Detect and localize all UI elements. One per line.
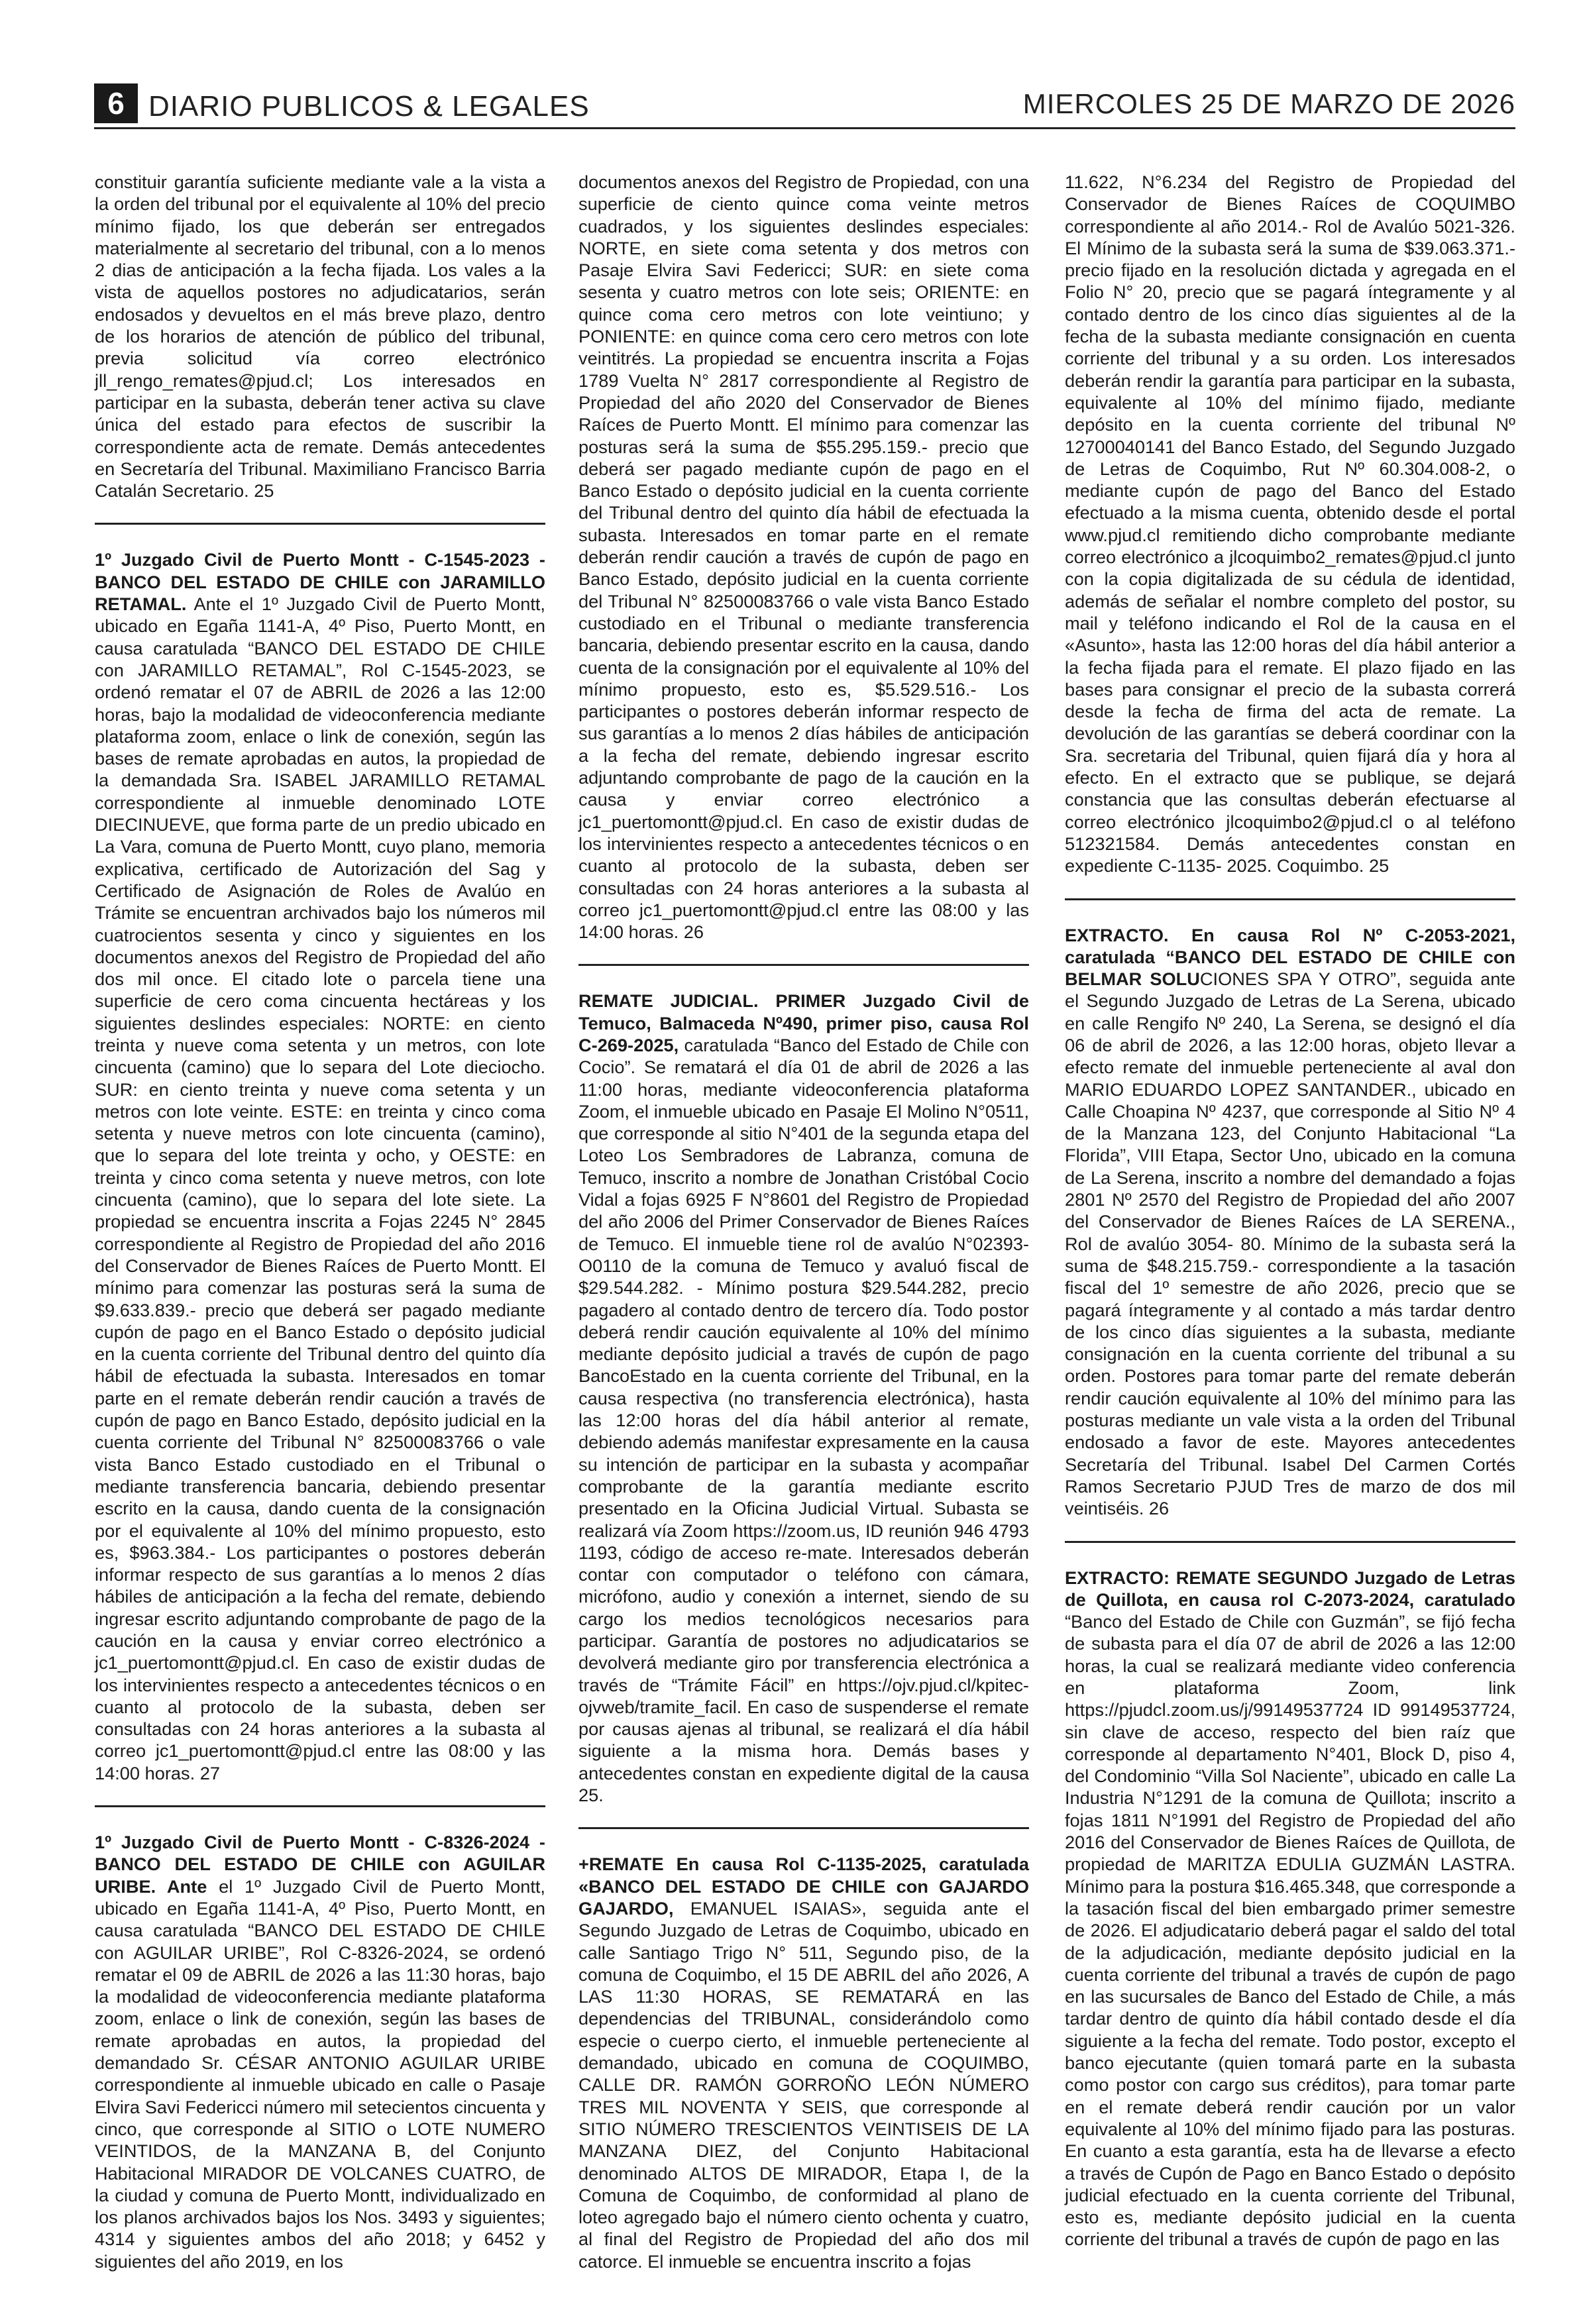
notice-separator	[1065, 1541, 1515, 1543]
publication-name: DIARIO PUBLICOS & LEGALES	[148, 90, 590, 123]
publication-date: MIERCOLES 25 DE MARZO DE 2026	[1022, 88, 1515, 119]
notice	[578, 990, 1029, 1806]
notice-separator	[578, 964, 1029, 966]
notice-lead: REMATE JUDICIAL. PRIMER Juzgado Civil de Temuco, Balmaceda Nº490, primer piso, causa Rol C-269-2025,	[578, 990, 1029, 1055]
notice-lead: 1º Juzgado Civil de Puerto Montt - C-1545-2023 - BANCO DEL ESTADO DE CHILE con JARAMILLO RETAMAL.	[95, 549, 545, 615]
notice-separator	[1065, 898, 1515, 900]
notice-continuation	[1065, 171, 1515, 877]
notice-separator	[95, 1805, 545, 1807]
notice-lead: EXTRACTO. En causa Rol Nº C-2053-2021, caratulada “BANCO DEL ESTADO DE CHILE con BELMAR SOLU	[1065, 924, 1515, 990]
notice-body: 11.622, N°6.234 del Registro de Propiedad del Conservador de Bienes Raíces de COQUIMBO correspondiente al año 2014.- Rol de Avalúo 5021-326. El Mínimo de la subasta será la suma de $39.063.371.- precio fijado en la resolución dictada y agregada en el Folio N° 20, precio que se pagará íntegramente y al contado dentro de los cinco días siguientes al de la fecha de la subasta mediante consignación en cuenta corriente del tribunal y a su orden. Los interesados deberán rendir la garantía para participar en la subasta, equivalente al 10% del mínimo fijado, mediante depósito en la cuenta corriente del tribunal Nº 12700040141 del Banco Estado, del Segundo Juzgado de Letras de Coquimbo, Rut Nº 60.304.008-2, o mediante cupón de pago del Banco del Estado efectuado a la misma cuenta, obtenido desde el portal www.pjud.cl remitiendo dicho comprobante mediante correo electrónico a jlcoquimbo2_remates@pjud.cl junto con la copia digitalizada de su cédula de identidad, además de señalar el nombre completo del postor, su mail y teléfono indicando el Rol de la causa en el «Asunto», hasta las 12:00 horas del día hábil anterior a la fecha fijada para el remate. El plazo fijado en las bases para consignar el precio de la subasta correrá desde la fecha de firma del acta de remate. La devolución de las garantías se deberá coordinar con la Sra. secretaria del Tribunal, quien fijará día y hora al efecto. En el extracto que se publique, se dejará constancia que las consultas deberán efectuarse al correo electrónico jlcoquimbo2@pjud.cl o al teléfono 512321584. Demás antecedentes constan en expediente C-1135- 2025. Coquimbo. 25	[1065, 172, 1515, 876]
notice-separator	[578, 1827, 1029, 1829]
notice-body: constituir garantía suficiente mediante vale a la vista a la orden del tribunal por el equivalente al 10% del precio mínimo fijado, los que deberán ser entregados materialmente al secretario del tribunal, con a lo menos 2 dias de anticipación a la fecha fijada. Los vales a la vista de aquellos postores no adjudicatarios, serán endosados y devueltos en el más breve plazo, dentro de los horarios de atención de público del tribunal, previa solicitud vía correo electrónico jll_rengo_remates@pjud.cl; Los interesados en participar en la subasta, deberán tener activa su clave única del estado para efectos de suscribir la correspondiente acta de remate. Demás antecedentes en Secretaría del Tribunal. Maximiliano Francisco Barria Catalán Secretario. 25	[95, 172, 545, 502]
notice-body: documentos anexos del Registro de Propiedad, con una superficie de ciento quince coma veinte metros cuadrados, y los siguientes deslindes especiales: NORTE, en siete coma setenta y dos metros con Pasaje Elvira Savi Federicci; SUR: en siete coma sesenta y cuatro metros con lote seis; ORIENTE: en quince coma cero metros con lote veintiuno; y PONIENTE: en quince coma cero cero metros con lote veintitrés. La propiedad se encuentra inscrita a Fojas 1789 Vuelta N° 2817 correspondiente al Registro de Propiedad del año 2020 del Conservador de Bienes Raíces de Puerto Montt. El mínimo para comenzar las posturas será la suma de $55.295.159.- precio que deberá ser pagado mediante cupón de pago en el Banco Estado o depósito judicial en la cuenta corriente del Tribunal dentro del quinto día hábil de efectuada la subasta. Interesados en tomar parte en el remate deberán rendir caución a través de cupón de pago en Banco Estado, depósito judicial en la cuenta corriente del Tribunal N° 82500083766 o vale vista Banco Estado custodiado en el Tribunal o mediante transferencia bancaria, debiendo presentar escrito en la causa, dando cuenta de la consignación por el equivalente al 10% del mínimo propuesto, esto es, $5.529.516.- Los participantes o postores deberán informar respecto de sus garantías a lo menos 2 días hábiles de anticipación a la fecha del remate, debiendo ingresar escrito adjuntando comprobante de pago de la caución en la causa y enviar correo electrónico a jc1_puertomontt@pjud.cl. En caso de existir dudas de los intervinientes respecto a antecedentes técnicos o en cuanto al protocolo de la subasta, deben ser consultadas con 24 horas anteriores a la subasta al correo jc1_puertomontt@pjud.cl entre las 08:00 y las 14:00 horas. 26	[578, 172, 1029, 943]
column-2	[578, 171, 1029, 2272]
notice-body: EMANUEL ISAIAS», seguida ante el Segundo Juzgado de Letras de Coquimbo, ubicado en calle Santiago Trigo N° 511, Segundo piso, de la comuna de Coquimbo, el 15 DE ABRIL del año 2026, A LAS 11:30 HORAS, SE REMATARÁ en las dependencias del TRIBUNAL, considerándolo como especie o cuerpo cierto, el inmueble perteneciente al demandado, ubicado en comuna de COQUIMBO, CALLE DR. RAMÓN GORROÑO LEÓN NÚMERO TRES MIL NOVENTA Y SEIS, que corresponde al SITIO NÚMERO TRESCIENTOS VEINTISEIS DE LA MANZANA DIEZ, del Conjunto Habitacional denominado ALTOS DE MIRADOR, Etapa I, de la Comuna de Coquimbo, de conformidad al plano de loteo agregado bajo el número ciento ochenta y cuatro, al final del Registro de Propiedad del año dos mil catorce. El inmueble se encuentra inscrito a fojas	[578, 1897, 1029, 2272]
notice	[95, 549, 545, 1784]
header-rule	[94, 127, 1515, 129]
column-1	[95, 171, 545, 2272]
notice-body: CIONES SPA Y OTRO”, seguida ante el Segundo Juzgado de Letras de La Serena, ubicado en calle Rengifo Nº 240, La Serena, se designó el día 06 de abril de 2026, a las 12:00 horas, objeto llevar a efecto remate del inmueble perteneciente al aval don MARIO EDUARDO LOPEZ SANTANDER., ubicado en Calle Choapina Nº 4237, que corresponde al Sitio Nº 4 de la Manzana 123, del Conjunto Habitacional “La Florida”, VIII Etapa, Sector Uno, ubicado en la comuna de La Serena, inscrito a nombre del demandado a fojas 2801 Nº 2570 del Registro de Propiedad del año 2007 del Conservador de Bienes Raíces de LA SERENA., Rol de avalúo 3054- 80. Mínimo de la subasta será la suma de $48.215.759.- correspondiente a la tasación fiscal del 1º semestre de año 2026, precio que se pagará íntegramente y al contado a más tardar dentro de los cinco días siguientes a la subasta, mediante consignación en la cuenta corriente del tribunal a su orden. Postores para tomar parte del remate deberán rendir caución equivalente al 10% del mínimo para las posturas mediante un vale vista a la orden del Tribunal endosado a favor de este. Mayores antecedentes Secretaría del Tribunal. Isabel Del Carmen Cortés Ramos Secretario PJUD Tres de marzo de dos mil veintiséis. 26	[1065, 969, 1515, 1519]
notice-body: caratulada “Banco del Estado de Chile con Cocio”. Se rematará el día 01 de abril de 2026 a las 11:00 horas, mediante videoconferencia plataforma Zoom, el inmueble ubicado en Pasaje El Molino N°0511, que corresponde al sitio N°401 de la segunda etapa del Loteo Los Sembradores de Labranza, comuna de Temuco, inscrito a nombre de Jonathan Cristóbal Cocio Vidal a fojas 6925 F N°8601 del Registro de Propiedad del año 2006 del Primer Conservador de Bienes Raíces de Temuco. El inmueble tiene rol de avalúo N°02393-O0110 de la comuna de Temuco y avaluó fiscal de $29.544.282. - Mínimo postura $29.544.282, precio pagadero al contado dentro de tercero día. Todo postor deberá rendir caución equivalente al 10% del mínimo mediante depósito judicial a través de cupón de pago BancoEstado en la cuenta corriente del Tribunal, en la causa respectiva (no transferencia electrónica), hasta las 12:00 horas del día hábil anterior al remate, debiendo además manifestar expresamente en la causa su intención de participar en la subasta y acompañar comprobante de la garantía mediante escrito presentado en la Oficina Judicial Virtual. Subasta se realizará vía Zoom https://zoom.us, ID reunión 946 4793 1193, código de acceso re-mate. Interesados deberán contar con computador o teléfono con cámara, micrófono, audio y conexión a internet, siendo de su cargo los medios tecnológicos necesarios para participar. Garantía de postores no adjudicatarios se devolverá mediante giro por transferencia electrónica a través de “Trámite Fácil” en https://ojv.pjud.cl/kpitec-ojvweb/tramite_facil. En caso de suspenderse el remate por causas ajenas al tribunal, se realizará el día hábil siguiente a la misma hora. Demás bases y antecedentes constan en expediente digital de la causa 25.	[578, 1034, 1029, 1806]
notice-body: Ante el 1º Juzgado Civil de Puerto Montt, ubicado en Egaña 1141-A, 4º Piso, Puerto Montt, en causa caratulada “BANCO DEL ESTADO DE CHILE con JARAMILLO RETAMAL”, Rol C-1545-2023, se ordenó rematar el 07 de ABRIL de 2026 a las 12:00 horas, bajo la modalidad de videoconferencia mediante plataforma zoom, enlace o link de conexión, según las bases de remate aprobadas en autos, la propiedad de la demandada Sra. ISABEL JARAMILLO RETAMAL correspondiente al inmueble denominado LOTE DIECINUEVE, que forma parte de un predio ubicado en La Vara, comuna de Puerto Montt, cuyo plano, memoria explicativa, certificado de Autorización del Sag y Certificado de Asignación de Roles de Avalúo en Trámite se encuentran archivados bajo los números mil cuatrocientos sesenta y cinco y siguientes en los documentos anexos del Registro de Propiedad del año dos mil once. El citado lote o parcela tiene una superficie de cero coma cincuenta hectáreas y los siguientes deslindes especiales: NORTE: en ciento treinta y nueve coma setenta y un metros, con lote cincuenta (camino) que lo separa del Lote dieciocho. SUR: en ciento treinta y nueve coma setenta y un metros con lote veinte. ESTE: en treinta y cinco coma setenta y nueve metros con lote cincuenta (camino), que lo separa del lote treinta y ocho, y OESTE: en treinta y cinco coma setenta y nueve metros, con lote cincuenta (camino), que lo separa del lote siete. La propiedad se encuentra inscrita a Fojas 2245 N° 2845 correspondiente al Registro de Propiedad del año 2016 del Conservador de Bienes Raíces de Puerto Montt. El mínimo para comenzar las posturas será la suma de $9.633.839.- precio que deberá ser pagado mediante cupón de pago en el Banco Estado o depósito judicial en la cuenta corriente del Tribunal dentro del quinto día hábil de efectuada la subasta. Interesados en tomar parte en el remate deberán rendir caución a través de cupón de pago en Banco Estado, depósito judicial en la cuenta corriente del Tribunal N° 82500083766 o vale vista Banco Estado custodiado en el Tribunal o mediante transferencia bancaria, debiendo presentar escrito en la causa, dando cuenta de la consignación por el equivalente al 10% del mínimo propuesto, esto es, $963.384.- Los participantes o postores deberán informar respecto de sus garantías a lo menos 2 días hábiles de anticipación a la fecha del remate, debiendo ingresar escrito adjuntando comprobante de pago de la caución en la causa y enviar correo electrónico a jc1_puertomontt@pjud.cl. En caso de existir dudas de los intervinientes respecto a antecedentes técnicos o en cuanto al protocolo de la subasta, deben ser consultadas con 24 horas anteriores a la subasta al correo jc1_puertomontt@pjud.cl entre las 08:00 y las 14:00 horas. 27	[95, 594, 545, 1783]
notice	[1065, 924, 1515, 1520]
notice	[578, 1853, 1029, 2272]
column-3	[1065, 171, 1515, 2250]
page-number: 6	[94, 83, 138, 123]
notice-continuation	[95, 171, 545, 502]
page-header	[94, 83, 1515, 123]
notice-lead: +REMATE En causa Rol C-1135-2025, caratulada «BANCO DEL ESTADO DE CHILE con GAJARDO GAJARDO,	[578, 1854, 1029, 1919]
notice-body: “Banco del Estado de Chile con Guzmán”, se fijó fecha de subasta para el día 07 de abril de 2026 a las 12:00 horas, la cual se realizará mediante video conferencia en plataforma Zoom, link https://pjudcl.zoom.us/j/99149537724 ID 99149537724, sin clave de acceso, respecto del bien raíz que corresponde al departamento N°401, Block D, piso 4, del Condominio “Villa Sol Naciente”, ubicado en calle La Industria N°1291 de la comuna de Quillota; inscrito a fojas 1811 N°1991 del Registro de Propiedad del año 2016 del Conservador de Bienes Raíces de Quillota, de propiedad de MARITZA EDULIA GUZMÁN LASTRA. Mínimo para la postura $16.465.348, que corresponde a la tasación fiscal del bien embargado primer semestre de 2026. El adjudicatario deberá pagar el saldo del total de la adjudicación, mediante depósito judicial en la cuenta corriente del tribunal a través de cupón de pago en las sucursales de Banco del Estado de Chile, a más tardar dentro de quinto día hábil contado desde el día siguiente a la fecha del remate. Todo postor, excepto el banco ejecutante (quien tomará parte en la subasta como postor con cargo sus créditos), para tomar parte en el remate deberá rendir caución por un valor equivalente al 10% del mínimo fijado para las posturas. En cuanto a esta garantía, esta ha de llevarse a efecto a través de Cupón de Pago en Banco Estado o depósito judicial efectuado en la cuenta corriente del Tribunal, esto es, mediante depósito judicial en la cuenta corriente del tribunal a través de cupón de pago en las	[1065, 1611, 1515, 2250]
notice-lead: EXTRACTO: REMATE SEGUNDO Juzgado de Letras de Quillota, en causa rol C-2073-2024, caratulado	[1065, 1567, 1515, 1610]
notice	[1065, 1567, 1515, 2250]
notice-body: el 1º Juzgado Civil de Puerto Montt, ubicado en Egaña 1141-A, 4º Piso, Puerto Montt, en causa caratulada “BANCO DEL ESTADO DE CHILE con AGUILAR URIBE”, Rol C-8326-2024, se ordenó rematar el 09 de ABRIL de 2026 a las 11:30 horas, bajo la modalidad de videoconferencia mediante plataforma zoom, enlace o link de conexión, según las bases de remate aprobadas en autos, la propiedad del demandado Sr. CÉSAR ANTONIO AGUILAR URIBE correspondiente al inmueble ubicado en calle o Pasaje Elvira Savi Federicci número mil setecientos cincuenta y cinco, que corresponde al SITIO o LOTE NUMERO VEINTIDOS, de la MANZANA B, del Conjunto Habitacional MIRADOR DE VOLCANES CUATRO, de la ciudad y comuna de Puerto Montt, individualizado en los planos archivados bajos los Nos. 3493 y siguientes; 4314 y siguientes ambos del año 2018; y 6452 y siguientes del año 2019, en los	[95, 1875, 545, 2272]
notice-separator	[95, 523, 545, 525]
notice	[95, 1831, 545, 2272]
notice-lead: 1º Juzgado Civil de Puerto Montt - C-8326-2024 - BANCO DEL ESTADO DE CHILE con AGUILAR URIBE. Ante	[95, 1832, 545, 1897]
notice-continuation	[578, 171, 1029, 943]
